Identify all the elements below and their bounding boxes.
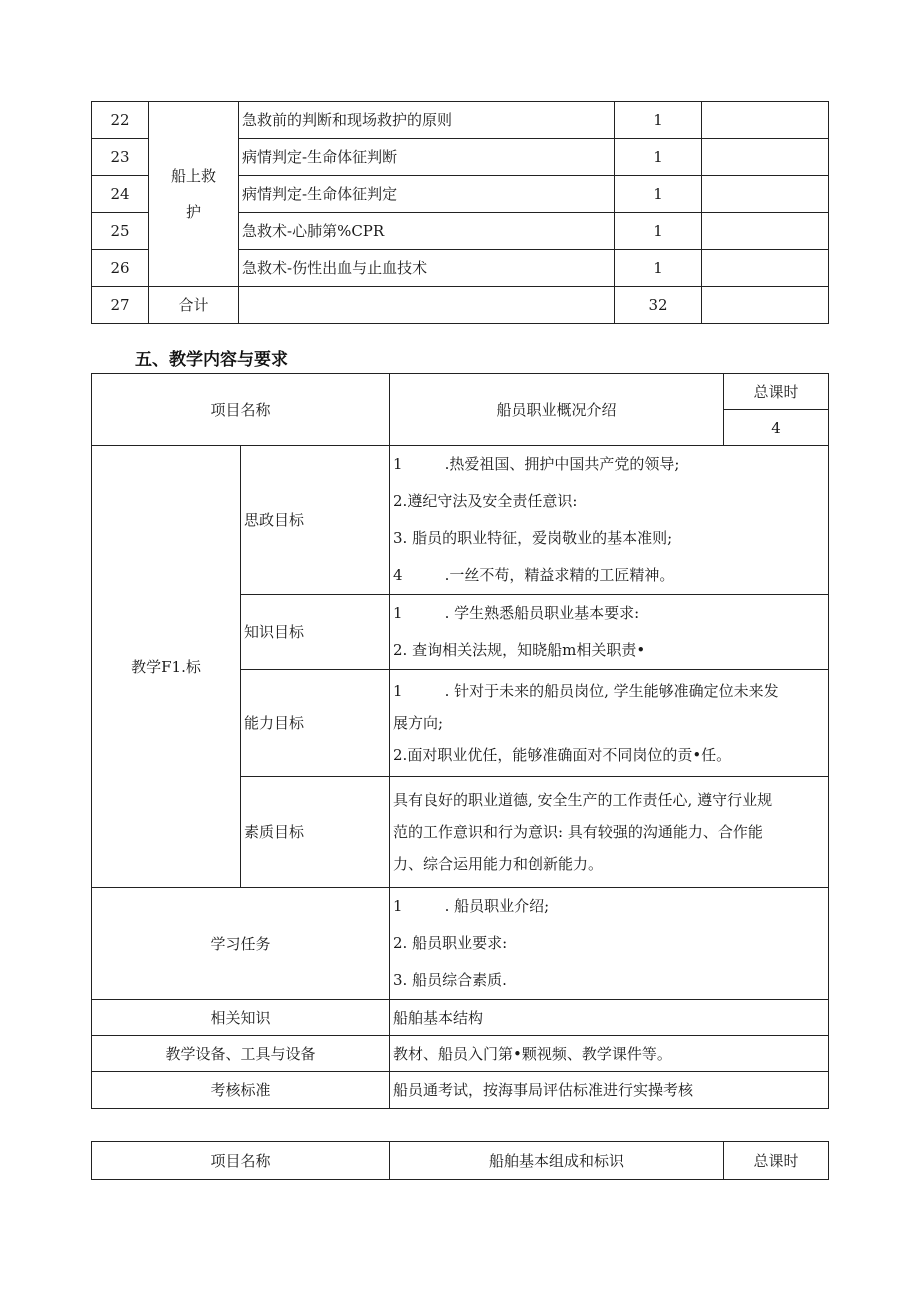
item-text: . 学生熟悉船员职业基本要求: bbox=[444, 604, 640, 622]
total-hours-label: 总课时 bbox=[724, 374, 829, 410]
list-item: 2.面对职业优任，能够准确面对不同岗位的贡•任。 bbox=[393, 746, 732, 764]
row-number: 24 bbox=[92, 176, 149, 213]
list-item bbox=[393, 595, 825, 632]
project-name-label: 项目名称 bbox=[92, 1142, 390, 1180]
group-label bbox=[149, 102, 239, 287]
quality-goal-label: 素质目标 bbox=[241, 777, 390, 888]
table-row bbox=[92, 1142, 829, 1180]
list-item: 3. 船员综合素质. bbox=[393, 971, 507, 989]
item-number: 1 bbox=[393, 897, 403, 915]
assessment-value: 船员通考试，按海事局评估标准进行实操考核 bbox=[390, 1072, 829, 1109]
table-row bbox=[92, 374, 829, 410]
note-cell bbox=[702, 287, 829, 324]
list-item bbox=[393, 557, 825, 594]
row-number: 27 bbox=[92, 287, 149, 324]
topic-cell: 病情判定-生命体征判定 bbox=[239, 176, 615, 213]
total-label: 合计 bbox=[149, 287, 239, 324]
hours-cell: 1 bbox=[615, 213, 702, 250]
row-number: 26 bbox=[92, 250, 149, 287]
list-item: 2. 查询相关法规，知晓船m相关职责• bbox=[393, 641, 646, 659]
learning-tasks-content bbox=[390, 888, 829, 1000]
list-item: 2. 船员职业要求: bbox=[393, 934, 508, 952]
item-number: 1 bbox=[393, 604, 403, 622]
knowledge-goal-label: 知识目标 bbox=[241, 595, 390, 670]
item-text: . 船员职业介绍; bbox=[444, 897, 550, 915]
total-row bbox=[92, 287, 829, 324]
item-number: 4 bbox=[393, 566, 403, 584]
list-item: 3. 脂员的职业特征，爱岗敬业的基本准则; bbox=[393, 529, 673, 547]
note-cell bbox=[702, 139, 829, 176]
table-row bbox=[92, 888, 829, 1000]
hours-cell: 1 bbox=[615, 250, 702, 287]
equipment-value: 教材、船员入门第•颗视频、教学课件等。 bbox=[390, 1036, 829, 1072]
item-text: .一丝不苟，精益求精的工匠精神。 bbox=[444, 566, 675, 584]
related-knowledge-value: 船舶基本结构 bbox=[390, 1000, 829, 1036]
table-row bbox=[92, 102, 829, 139]
ability-goal-label: 能力目标 bbox=[241, 670, 390, 777]
hours-cell: 1 bbox=[615, 102, 702, 139]
item-number: 1 bbox=[393, 455, 403, 473]
related-knowledge-label: 相关知识 bbox=[92, 1000, 390, 1036]
hours-cell: 1 bbox=[615, 176, 702, 213]
list-item bbox=[393, 675, 825, 707]
list-item: 2.遵纪守法及安全责任意识: bbox=[393, 492, 578, 510]
row-number: 25 bbox=[92, 213, 149, 250]
ability-goal-content bbox=[390, 670, 829, 777]
knowledge-goal-content bbox=[390, 595, 829, 670]
list-item-continued: 展方向; bbox=[393, 714, 444, 732]
section-heading: 五、教学内容与要求 bbox=[135, 350, 288, 370]
table-row bbox=[92, 1072, 829, 1109]
project-name: 船舶基本组成和标识 bbox=[390, 1142, 724, 1180]
table-row bbox=[92, 1036, 829, 1072]
hours-cell: 1 bbox=[615, 139, 702, 176]
topic-cell: 急救术-心肺第%CPR bbox=[239, 213, 615, 250]
group-label-line1: 船上救 bbox=[170, 167, 216, 185]
row-number: 23 bbox=[92, 139, 149, 176]
list-item bbox=[393, 446, 825, 483]
quality-goal-content bbox=[390, 777, 829, 888]
text-line: 力、综合运用能力和创新能力。 bbox=[393, 855, 604, 873]
project-name: 船员职业概况介绍 bbox=[390, 374, 724, 446]
topic-cell bbox=[239, 287, 615, 324]
ideology-goal-label: 思政目标 bbox=[241, 446, 390, 595]
item-number: 1 bbox=[393, 682, 403, 700]
note-cell bbox=[702, 176, 829, 213]
total-hours: 32 bbox=[615, 287, 702, 324]
row-number: 22 bbox=[92, 102, 149, 139]
note-cell bbox=[702, 213, 829, 250]
topic-cell: 急救术-伤性出血与止血技术 bbox=[239, 250, 615, 287]
project-table-2 bbox=[91, 1141, 829, 1180]
total-hours-label: 总课时 bbox=[724, 1142, 829, 1180]
total-hours-value: 4 bbox=[724, 410, 829, 446]
equipment-label: 教学设备、工具与设备 bbox=[92, 1036, 390, 1072]
group-label-line2: 护 bbox=[185, 203, 201, 221]
course-hours-table bbox=[91, 101, 829, 324]
note-cell bbox=[702, 250, 829, 287]
project-table bbox=[91, 373, 829, 1109]
topic-cell: 病情判定-生命体征判断 bbox=[239, 139, 615, 176]
learning-tasks-label: 学习任务 bbox=[92, 888, 390, 1000]
teaching-goals-label: 教学F1.标 bbox=[92, 446, 241, 888]
item-text: . 针对于未来的船员岗位, 学生能够准确定位未来发 bbox=[444, 682, 779, 700]
note-cell bbox=[702, 102, 829, 139]
text-line: 具有良好的职业道德, 安全生产的工作责任心, 遵守行业规 bbox=[393, 791, 773, 809]
project-name-label: 项目名称 bbox=[92, 374, 390, 446]
table-row bbox=[92, 1000, 829, 1036]
text-line: 范的工作意识和行为意识: 具有较强的沟通能力、合作能 bbox=[393, 823, 763, 841]
list-item bbox=[393, 888, 825, 925]
assessment-label: 考核标准 bbox=[92, 1072, 390, 1109]
table-row bbox=[92, 446, 829, 595]
topic-cell: 急救前的判断和现场救护的原则 bbox=[239, 102, 615, 139]
ideology-goal-content bbox=[390, 446, 829, 595]
item-text: .热爱祖国、拥护中国共产党的领导; bbox=[444, 455, 680, 473]
